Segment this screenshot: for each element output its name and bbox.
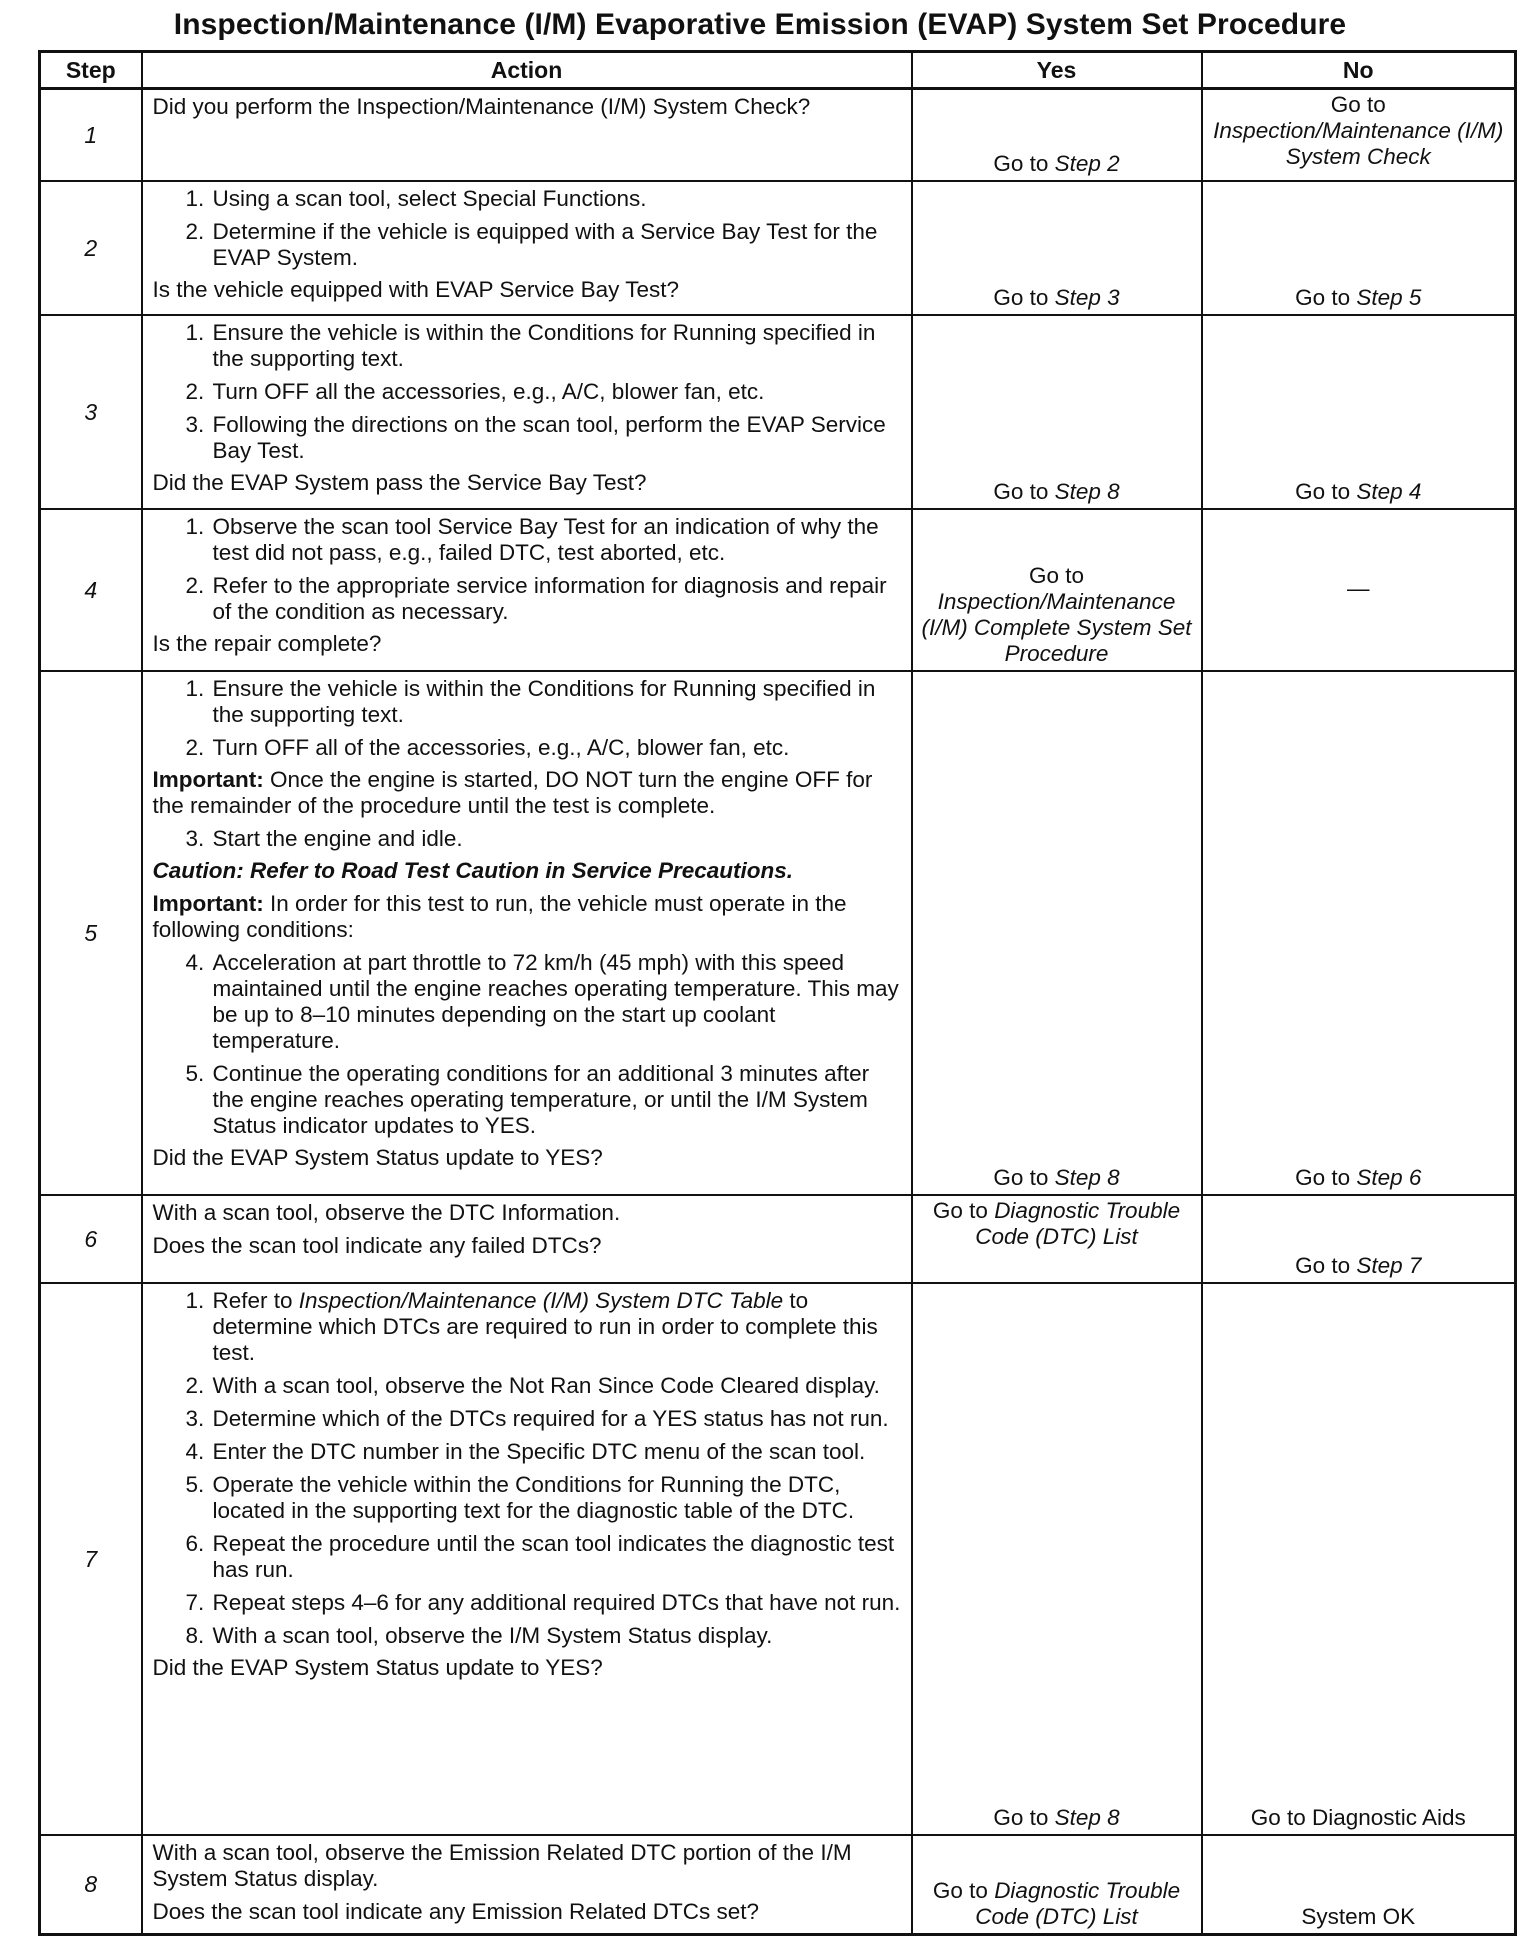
no-result (1202, 181, 1516, 315)
action-item: 2. Determine if the vehicle is equipped with a Service Bay Test for the EVAP System. (211, 219, 903, 271)
yes-prefix: Go to (993, 1164, 1055, 1190)
step-number: 5 (40, 671, 142, 1195)
no-link[interactable]: Go to Diagnostic Aids (1250, 1804, 1466, 1830)
action-item: 3. Following the directions on the scan tool, perform the EVAP Service Bay Test. (211, 412, 903, 464)
header-yes: Yes (912, 52, 1202, 89)
step-number: 1 (40, 89, 142, 181)
yes-result (912, 181, 1202, 315)
step-question: Is the vehicle equipped with EVAP Service Bay Test? (152, 276, 680, 302)
yes-prefix: Go to (1028, 562, 1085, 588)
no-prefix: Go to (1295, 1252, 1357, 1278)
step-number: 4 (40, 509, 142, 671)
yes-prefix: Go to (993, 1804, 1055, 1830)
important-note (153, 767, 903, 819)
action-item: 2. Refer to the appropriate service information for diagnosis and repair of the condition as necessary. (211, 573, 903, 625)
important-text: Once the engine is started, DO NOT turn the engine OFF for the remainder of the procedure until the test is complete. (152, 766, 873, 818)
yes-link[interactable]: Step 2 (1054, 150, 1120, 176)
yes-link[interactable]: Step 8 (1054, 478, 1120, 504)
page-title: Inspection/Maintenance (I/M) Evaporative Emission (EVAP) System Set Procedure (173, 8, 1347, 41)
action-item: 4. Enter the DTC number in the Specific DTC menu of the scan tool. (211, 1439, 903, 1465)
action-item: 2. Turn OFF all of the accessories, e.g., A/C, blower fan, etc. (211, 735, 903, 761)
important-note (153, 891, 903, 943)
action-item: 1. Observe the scan tool Service Bay Test for an indication of why the test did not pass, e.g., failed DTC, test aborted, etc. (211, 514, 903, 566)
yes-result (912, 509, 1202, 671)
yes-result (912, 671, 1202, 1195)
step-action (142, 509, 912, 671)
action-text: With a scan tool, observe the Emission Related DTC portion of the I/M System Status display. (152, 1839, 852, 1891)
action-item: 5. Continue the operating conditions for an additional 3 minutes after the engine reaches operating temperature, or until the I/M System Status indicator updates to YES. (211, 1061, 903, 1139)
step-question: Did the EVAP System Status update to YES? (152, 1144, 603, 1170)
step-row-2 (40, 181, 1516, 315)
step-action (142, 1283, 912, 1835)
yes-prefix: Go to (993, 478, 1055, 504)
step-action (142, 1835, 912, 1935)
action-item: 2. With a scan tool, observe the Not Ran Since Code Cleared display. (211, 1373, 903, 1399)
yes-link[interactable]: Diagnostic Trouble Code (DTC) List (975, 1878, 1181, 1929)
step-question: Does the scan tool indicate any failed DTCs? (152, 1232, 602, 1258)
yes-link[interactable]: Diagnostic Trouble Code (DTC) List (975, 1197, 1181, 1249)
action-item: 1. Using a scan tool, select Special Functions. (211, 186, 903, 212)
no-prefix: Go to (1295, 284, 1357, 310)
procedure-table (38, 50, 1517, 1936)
action-item (211, 1288, 903, 1366)
yes-link[interactable]: Step 8 (1054, 1804, 1120, 1830)
yes-result (912, 315, 1202, 509)
step-row-8 (40, 1835, 1516, 1935)
step-row-1 (40, 89, 1516, 181)
action-item-suffix: to determine which DTCs are required to run in order to complete this test. (212, 1287, 878, 1365)
action-list (153, 1288, 903, 1649)
dtc-table-link[interactable]: Inspection/Maintenance (I/M) System DTC Table (298, 1287, 784, 1313)
action-list (153, 514, 903, 625)
step-row-4 (40, 509, 1516, 671)
important-label: Important: (152, 890, 264, 916)
no-link[interactable]: Step 5 (1356, 284, 1422, 310)
caution-note: Caution: Refer to Road Test Caution in Service Precautions. (152, 857, 794, 883)
yes-prefix: Go to (993, 150, 1055, 176)
step-row-5 (40, 671, 1516, 1195)
yes-result (912, 1283, 1202, 1835)
header-step: Step (40, 52, 142, 89)
yes-prefix: Go to (932, 1878, 995, 1903)
step-question: Does the scan tool indicate any Emission Related DTCs set? (152, 1898, 760, 1924)
no-prefix: Go to (1295, 1164, 1357, 1190)
action-item: 5. Operate the vehicle within the Conditions for Running the DTC, located in the supporting text for the diagnostic table of the DTC. (211, 1472, 903, 1524)
action-list (153, 950, 903, 1139)
action-list (153, 320, 903, 464)
step-action (142, 671, 912, 1195)
action-item: 3. Determine which of the DTCs required for a YES status has not run. (211, 1406, 903, 1432)
action-item: 8. With a scan tool, observe the I/M System Status display. (211, 1623, 903, 1649)
action-item: 1. Ensure the vehicle is within the Conditions for Running specified in the supporting text. (211, 320, 903, 372)
step-question: Did the EVAP System Status update to YES? (152, 1654, 603, 1680)
yes-link[interactable]: Step 3 (1054, 284, 1120, 310)
yes-result (912, 1195, 1202, 1283)
no-link[interactable]: Step 4 (1356, 478, 1422, 504)
step-question: Did you perform the Inspection/Maintenance (I/M) System Check? (152, 94, 811, 119)
action-list (153, 186, 903, 271)
no-result (1202, 1283, 1516, 1835)
step-question: Did the EVAP System pass the Service Bay Test? (152, 469, 647, 495)
step-row-7 (40, 1283, 1516, 1835)
no-link[interactable]: Step 6 (1356, 1164, 1422, 1190)
step-row-6 (40, 1195, 1516, 1283)
step-action (142, 89, 912, 181)
no-result: — (1202, 509, 1516, 671)
action-list (153, 826, 903, 852)
step-number: 2 (40, 181, 142, 315)
action-list (153, 676, 903, 761)
action-item: 6. Repeat the procedure until the scan tool indicates the diagnostic test has run. (211, 1531, 903, 1583)
no-result (1202, 1835, 1516, 1935)
action-item: 3. Start the engine and idle. (211, 826, 903, 852)
yes-prefix: Go to (993, 284, 1055, 310)
no-prefix: Go to (1295, 478, 1357, 504)
no-text: System OK (1301, 1904, 1416, 1929)
no-link[interactable]: Inspection/Maintenance (I/M) System Check (1213, 118, 1504, 169)
step-action (142, 315, 912, 509)
action-item: 4. Acceleration at part throttle to 72 km/h (45 mph) with this speed maintained until the engine reaches operating temperature. This may be up to 8–10 minutes depending on the start up coolant temperature. (211, 950, 903, 1054)
no-result (1202, 89, 1516, 181)
yes-result (912, 1835, 1202, 1935)
no-result (1202, 1195, 1516, 1283)
table-header-row (40, 52, 1516, 89)
action-item: 2. Turn OFF all the accessories, e.g., A/C, blower fan, etc. (211, 379, 903, 405)
important-text: In order for this test to run, the vehicle must operate in the following conditions: (152, 890, 847, 942)
yes-link[interactable]: Inspection/Maintenance (I/M) Complete System Set Procedure (921, 588, 1192, 666)
no-prefix: Go to (1330, 92, 1386, 117)
no-result (1202, 671, 1516, 1195)
step-number: 7 (40, 1283, 142, 1835)
step-number: 8 (40, 1835, 142, 1935)
step-number: 3 (40, 315, 142, 509)
yes-link[interactable]: Step 8 (1054, 1164, 1120, 1190)
action-item-prefix: Refer to (212, 1287, 299, 1313)
step-action (142, 181, 912, 315)
header-no: No (1202, 52, 1516, 89)
step-action (142, 1195, 912, 1283)
step-number: 6 (40, 1195, 142, 1283)
action-item: 7. Repeat steps 4–6 for any additional required DTCs that have not run. (211, 1590, 903, 1616)
step-question: Is the repair complete? (152, 630, 382, 656)
important-label: Important: (152, 766, 264, 792)
header-action: Action (142, 52, 912, 89)
no-link[interactable]: Step 7 (1356, 1252, 1422, 1278)
yes-prefix: Go to (932, 1197, 995, 1223)
yes-result (912, 89, 1202, 181)
no-result (1202, 315, 1516, 509)
action-text: With a scan tool, observe the DTC Information. (152, 1199, 621, 1225)
action-item: 1. Ensure the vehicle is within the Conditions for Running specified in the supporting text. (211, 676, 903, 728)
step-row-3 (40, 315, 1516, 509)
